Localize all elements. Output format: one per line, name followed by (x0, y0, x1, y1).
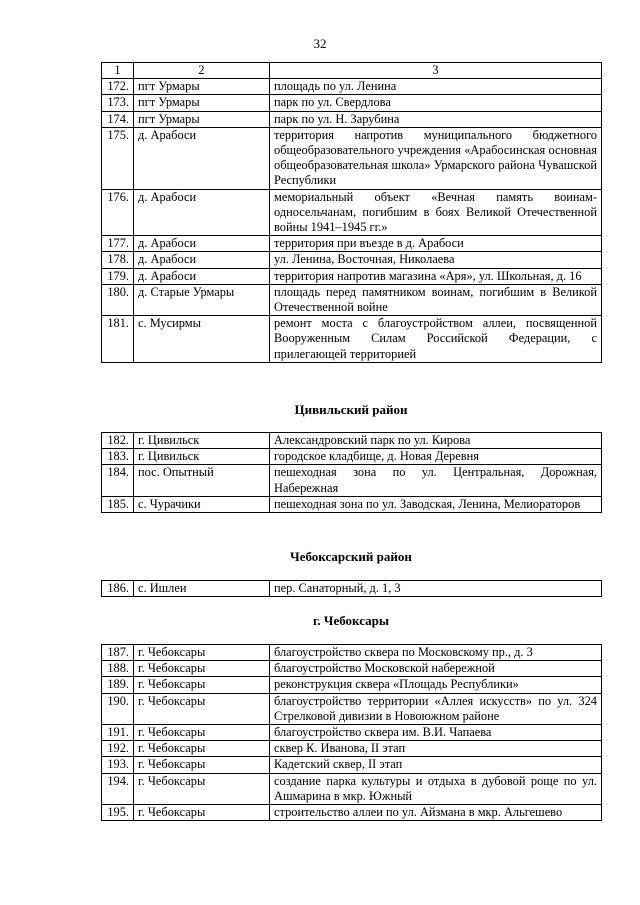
row-place: д. Старые Урмары (134, 284, 270, 315)
row-number: 186. (102, 581, 134, 597)
row-description: территория напротив муниципального бюджетного общеобразовательного учреждения «Арабосинская основная общеобразовательная школа» Урмарского района Чувашской Республики (270, 127, 602, 189)
row-number: 173. (102, 95, 134, 111)
row-place: г. Чебоксары (134, 693, 270, 724)
table-row (102, 581, 602, 597)
row-number: 185. (102, 496, 134, 512)
row-description: Кадетский сквер, II этап (270, 757, 602, 773)
row-place: пос. Опытный (134, 465, 270, 496)
table-row (102, 805, 602, 821)
places-table-urmary (101, 62, 602, 363)
row-place: г. Чебоксары (134, 661, 270, 677)
table-row (102, 252, 602, 268)
table-row (102, 693, 602, 724)
row-description: пер. Санаторный, д. 1, 3 (270, 581, 602, 597)
row-number: 172. (102, 79, 134, 95)
row-place: г. Чебоксары (134, 757, 270, 773)
row-place: г. Чебоксары (134, 677, 270, 693)
table-row (102, 465, 602, 496)
row-number: 181. (102, 316, 134, 363)
row-number: 188. (102, 661, 134, 677)
row-place: с. Ишлеи (134, 581, 270, 597)
row-place: г. Чебоксары (134, 741, 270, 757)
row-number: 187. (102, 645, 134, 661)
table-row (102, 661, 602, 677)
row-description: территория напротив магазина «Аря», ул. Школьная, д. 16 (270, 268, 602, 284)
page-number: 32 (313, 36, 327, 51)
row-number: 182. (102, 433, 134, 449)
section-title-tsivilsky: Цивильский район (294, 402, 408, 417)
row-number: 175. (102, 127, 134, 189)
row-description: ул. Ленина, Восточная, Николаева (270, 252, 602, 268)
row-number: 195. (102, 805, 134, 821)
places-table-tsivilsky (101, 432, 602, 513)
row-number: 176. (102, 189, 134, 236)
row-description: благоустройство Московской набережной (270, 661, 602, 677)
row-description: благоустройство сквера по Московскому пр., д. 3 (270, 645, 602, 661)
table-row (102, 236, 602, 252)
row-place: г. Цивильск (134, 449, 270, 465)
row-description: пешеходная зона по ул. Заводская, Ленина, Мелиораторов (270, 496, 602, 512)
table-row (102, 111, 602, 127)
table-row (102, 268, 602, 284)
row-description: парк по ул. Свердлова (270, 95, 602, 111)
row-number: 194. (102, 773, 134, 804)
row-place: г. Чебоксары (134, 725, 270, 741)
table-row (102, 189, 602, 236)
header-col-2: 2 (134, 63, 270, 79)
table-row (102, 95, 602, 111)
table-row (102, 79, 602, 95)
row-number: 189. (102, 677, 134, 693)
row-number: 193. (102, 757, 134, 773)
row-number: 190. (102, 693, 134, 724)
places-table-cheboksary (101, 644, 602, 821)
row-description: благоустройство территории «Аллея искусств» по ул. 324 Стрелковой дивизии в Новоюжном районе (270, 693, 602, 724)
row-place: г. Чебоксары (134, 773, 270, 804)
row-place: г. Чебоксары (134, 645, 270, 661)
row-number: 191. (102, 725, 134, 741)
row-description: территория при въезде в д. Арабоси (270, 236, 602, 252)
row-place: г. Чебоксары (134, 805, 270, 821)
row-place: д. Арабоси (134, 127, 270, 189)
row-place: г. Цивильск (134, 433, 270, 449)
row-number: 178. (102, 252, 134, 268)
row-description: создание парка культуры и отдыха в дубовой роще по ул. Ашмарина в мкр. Южный (270, 773, 602, 804)
section-title-cheboksarsky: Чебоксарский район (290, 549, 412, 564)
table-row (102, 127, 602, 189)
row-description: парк по ул. Н. Зарубина (270, 111, 602, 127)
table-row (102, 773, 602, 804)
row-description: пешеходная зона по ул. Центральная, Дорожная, Набережная (270, 465, 602, 496)
row-place: д. Арабоси (134, 189, 270, 236)
table-row (102, 284, 602, 315)
row-place: д. Арабоси (134, 252, 270, 268)
table-row (102, 757, 602, 773)
row-number: 184. (102, 465, 134, 496)
row-place: с. Мусирмы (134, 316, 270, 363)
table-row (102, 496, 602, 512)
table-row (102, 449, 602, 465)
header-col-1: 1 (102, 63, 134, 79)
row-number: 177. (102, 236, 134, 252)
row-description: площадь перед памятником воинам, погибшим в Великой Отечественной войне (270, 284, 602, 315)
row-description: мемориальный объект «Вечная память воинам-односельчанам, погибшим в боях Великой Отечественной войны 1941–1945 гг.» (270, 189, 602, 236)
row-description: благоустройство сквера им. В.И. Чапаева (270, 725, 602, 741)
table-row (102, 433, 602, 449)
row-place: пгт Урмары (134, 95, 270, 111)
row-description: Александровский парк по ул. Кирова (270, 433, 602, 449)
row-description: строительство аллеи по ул. Айзмана в мкр. Альгешево (270, 805, 602, 821)
row-number: 183. (102, 449, 134, 465)
row-description: городское кладбище, д. Новая Деревня (270, 449, 602, 465)
table-row (102, 316, 602, 363)
places-table-cheboksarsky (101, 580, 602, 597)
table-row (102, 725, 602, 741)
row-place: д. Арабоси (134, 236, 270, 252)
row-place: с. Чурачики (134, 496, 270, 512)
table-row (102, 645, 602, 661)
row-number: 180. (102, 284, 134, 315)
row-place: пгт Урмары (134, 79, 270, 95)
table-row (102, 741, 602, 757)
row-description: реконструкция сквера «Площадь Республики» (270, 677, 602, 693)
section-title-cheboksary: г. Чебоксары (312, 613, 390, 628)
row-number: 179. (102, 268, 134, 284)
row-place: д. Арабоси (134, 268, 270, 284)
table-header-row (102, 63, 602, 79)
row-description: ремонт моста с благоустройством аллеи, посвященной Вооруженным Силам Российской Федерации, с прилегающей территорией (270, 316, 602, 363)
row-number: 192. (102, 741, 134, 757)
row-description: площадь по ул. Ленина (270, 79, 602, 95)
table-row (102, 677, 602, 693)
row-place: пгт Урмары (134, 111, 270, 127)
row-description: сквер К. Иванова, II этап (270, 741, 602, 757)
row-number: 174. (102, 111, 134, 127)
header-col-3: 3 (270, 63, 602, 79)
